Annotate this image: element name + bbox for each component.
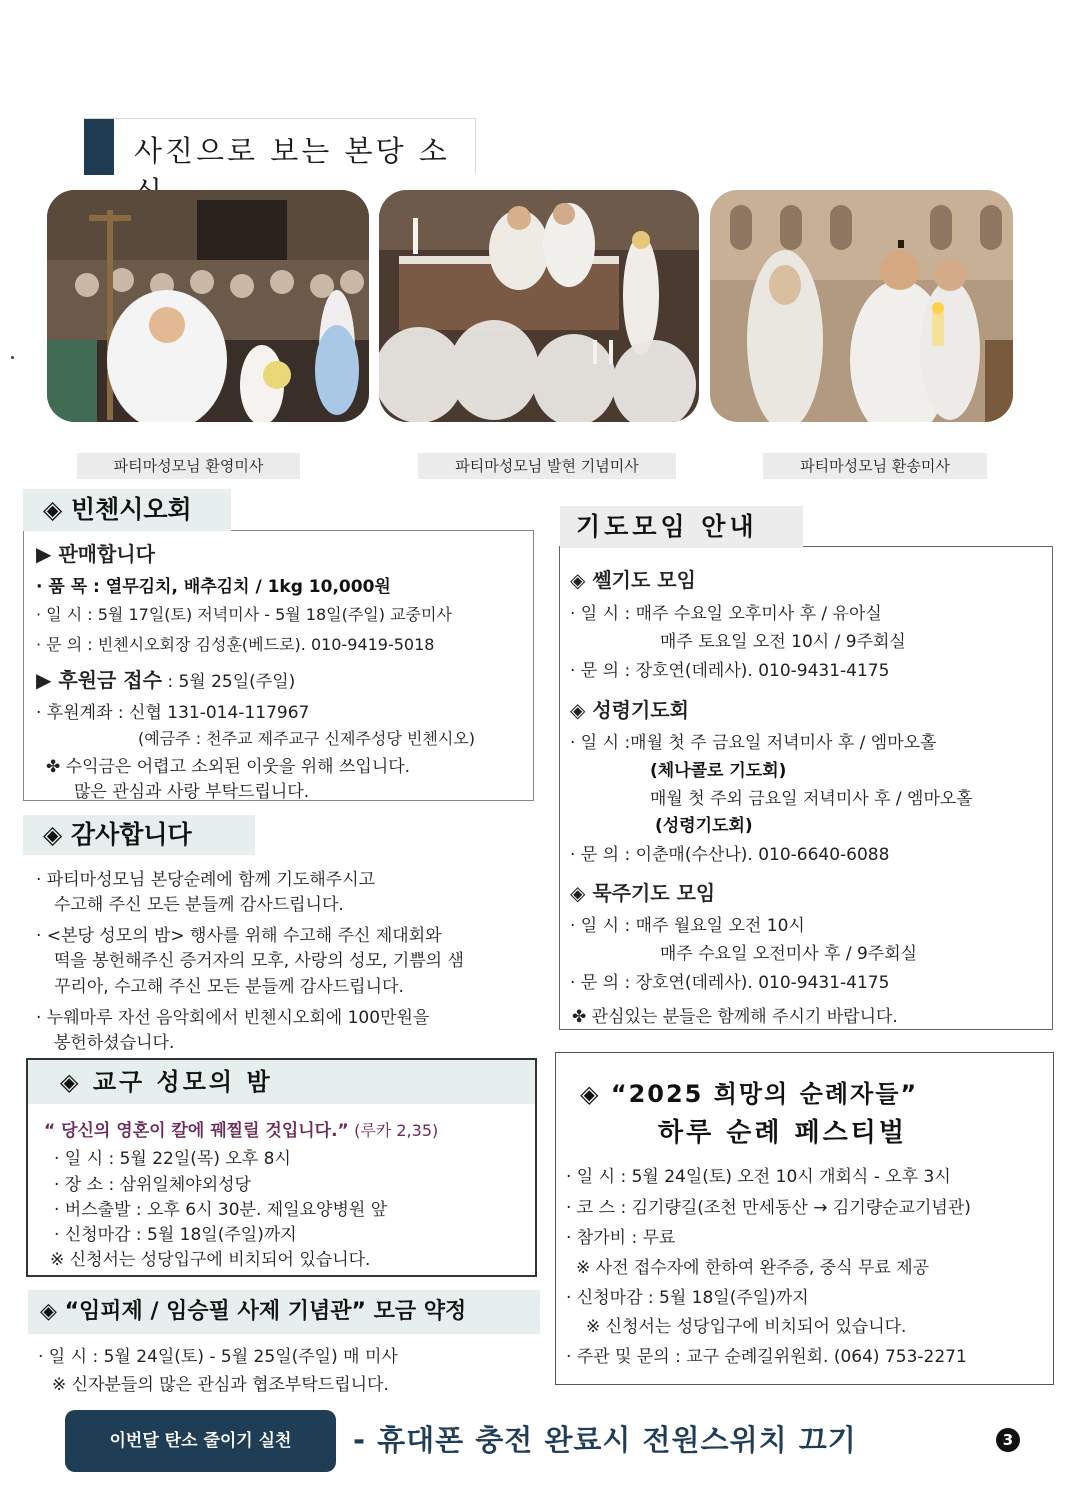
memorial-note: ※ 신자분들의 많은 관심과 협조부탁드립니다. (52, 1375, 389, 1395)
diocese-date: · 일 시 : 5월 22일(목) 오후 8시 (54, 1149, 291, 1169)
thanks-line-2: 수고해 주신 모든 분들께 감사드립니다. (54, 895, 344, 915)
photo-farewell-mass (710, 190, 1013, 422)
vincent-sale-title: ▶ 판매합니다 (36, 542, 155, 566)
spirit-prayer-title: ◈ 성령기도회 (570, 698, 689, 722)
pilgrim-title-1: ◈ “2025 희망의 순례자들” (580, 1080, 919, 1108)
pilgrim-line-7: · 주관 및 문의 : 교구 순례길위원회. (064) 753-2271 (566, 1347, 967, 1367)
stray-dot (11, 356, 14, 359)
diocese-bus: · 버스출발 : 오후 6시 30분. 제일요양병원 앞 (54, 1200, 388, 1220)
spirit-prayer-line-2: (체나콜로 기도회) (650, 761, 787, 781)
rosary-prayer-line-1: · 일 시 : 매주 월요일 오전 10시 (570, 916, 805, 936)
cell-prayer-line-3: · 문 의 : 장호연(데레사). 010-9431-4175 (570, 661, 890, 681)
vincent-donation-title: ▶ 후원금 접수 (36, 668, 162, 692)
vincent-note-1: ✤ 수익금은 어렵고 소외된 이웃을 위해 쓰입니다. (46, 757, 411, 777)
photo-welcome-mass (47, 190, 369, 422)
vincent-note-2: 많은 관심과 사랑 부탁드립니다. (74, 782, 310, 802)
thanks-line-5: 꾸리아, 수고해 주신 모든 분들께 감사드립니다. (54, 977, 404, 997)
vincent-header: ◈ 빈첸시오회 (23, 489, 231, 531)
pilgrim-line-1: · 일 시 : 5월 24일(토) 오전 10시 개회식 - 오후 3시 (566, 1167, 951, 1187)
cell-prayer-title: ◈ 쎌기도 모임 (570, 568, 696, 592)
pilgrim-line-4: ※ 사전 접수자에 한하여 완주증, 중식 무료 제공 (576, 1258, 930, 1278)
page-number: 3 (996, 1428, 1020, 1452)
spirit-prayer-line-3: 매월 첫 주외 금요일 저녁미사 후 / 엠마오홀 (650, 789, 973, 809)
photo-caption-3: 파티마성모님 환송미사 (763, 453, 987, 479)
pilgrim-line-6: ※ 신청서는 성당입구에 비치되어 있습니다. (586, 1317, 907, 1337)
vincent-donation-date: : 5월 25일(주일) (161, 672, 296, 692)
cell-prayer-line-2: 매주 토요일 오전 10시 / 9주회실 (660, 632, 906, 652)
memorial-header: ◈ “임피제 / 임승필 사제 기념관” 모금 약정 (28, 1290, 540, 1334)
thanks-header: ◈ 감사합니다 (23, 815, 255, 855)
spirit-prayer-line-1: · 일 시 :매월 첫 주 금요일 저녁미사 후 / 엠마오홀 (570, 733, 937, 753)
vincent-contact: · 문 의 : 빈첸시오회장 김성훈(베드로). 010-9419-5018 (36, 635, 435, 654)
photo-caption-1: 파티마성모님 환영미사 (77, 453, 300, 479)
thanks-line-3: · <본당 성모의 밤> 행사를 위해 수고해 주신 제대회와 (36, 926, 442, 946)
prayer-header: 기도모임 안내 (560, 506, 803, 548)
thanks-line-1: · 파티마성모님 본당순례에 함께 기도해주시고 (36, 870, 376, 890)
thanks-line-4: 떡을 봉헌해주신 증거자의 모후, 사랑의 성모, 기쁨의 샘 (54, 951, 464, 971)
pilgrim-title-2: 하루 순례 페스티벌 (658, 1118, 908, 1148)
rosary-prayer-line-3: · 문 의 : 장호연(데레사). 010-9431-4175 (570, 973, 890, 993)
carbon-reduction-text: - 휴대폰 충전 완료시 전원스위치 끄기 (353, 1423, 857, 1457)
vincent-donation (36, 664, 295, 693)
spirit-prayer-line-5: · 문 의 : 이춘매(수산나). 010-6640-6088 (570, 845, 890, 865)
title-accent-bar (84, 119, 114, 175)
photo-apparition-mass (379, 190, 699, 422)
memorial-date: · 일 시 : 5월 24일(토) - 5월 25일(주일) 매 미사 (38, 1347, 398, 1367)
spirit-prayer-line-4: (성령기도회) (655, 816, 753, 836)
diocese-deadline: · 신청마감 : 5월 18일(주일)까지 (54, 1225, 297, 1245)
rosary-prayer-title: ◈ 묵주기도 모임 (570, 881, 716, 905)
diocese-quote-ref: (루카 2,35) (354, 1121, 439, 1140)
photo-caption-2: 파티마성모님 발현 기념미사 (418, 453, 676, 479)
rosary-prayer-line-2: 매주 수요일 오전미사 후 / 9주회실 (660, 944, 918, 964)
vincent-date: · 일 시 : 5월 17일(토) 저녁미사 - 5월 18일(주일) 교중미사 (36, 605, 452, 624)
cell-prayer-line-1: · 일 시 : 매주 수요일 오후미사 후 / 유아실 (570, 604, 882, 624)
thanks-line-7: 봉헌하셨습니다. (54, 1033, 175, 1053)
thanks-line-6: · 누웨마루 자선 음악회에서 빈첸시오회에 100만원을 (36, 1008, 430, 1028)
pilgrim-line-2: · 코 스 : 김기량길(조천 만세동산 → 김기량순교기념관) (566, 1198, 971, 1218)
vincent-item: · 품 목 : 열무김치, 배추김치 / 1kg 10,000원 (36, 577, 391, 597)
diocese-place: · 장 소 : 삼위일체야외성당 (54, 1175, 251, 1195)
diocese-header: ◈ 교구 성모의 밤 (28, 1060, 535, 1104)
diocese-note: ※ 신청서는 성당입구에 비치되어 있습니다. (50, 1250, 371, 1270)
vincent-holder: (예금주 : 천주교 제주교구 신제주성당 빈첸시오) (138, 729, 475, 748)
pilgrim-line-3: · 참가비 : 무료 (566, 1228, 676, 1248)
vincent-account: · 후원계좌 : 신협 131-014-117967 (36, 703, 310, 723)
carbon-reduction-badge: 이번달 탄소 줄이기 실천 (65, 1410, 336, 1472)
diocese-quote (44, 1116, 438, 1141)
page-title-block (84, 118, 476, 174)
diocese-quote-text: “ 당신의 영혼이 칼에 꿰찔릴 것입니다.” (44, 1121, 349, 1141)
prayer-note: ✤ 관심있는 분들은 함께해 주시기 바랍니다. (572, 1007, 898, 1027)
pilgrim-line-5: · 신청마감 : 5월 18일(주일)까지 (566, 1288, 809, 1308)
page-title: 사진으로 보는 본당 소 (134, 134, 450, 168)
